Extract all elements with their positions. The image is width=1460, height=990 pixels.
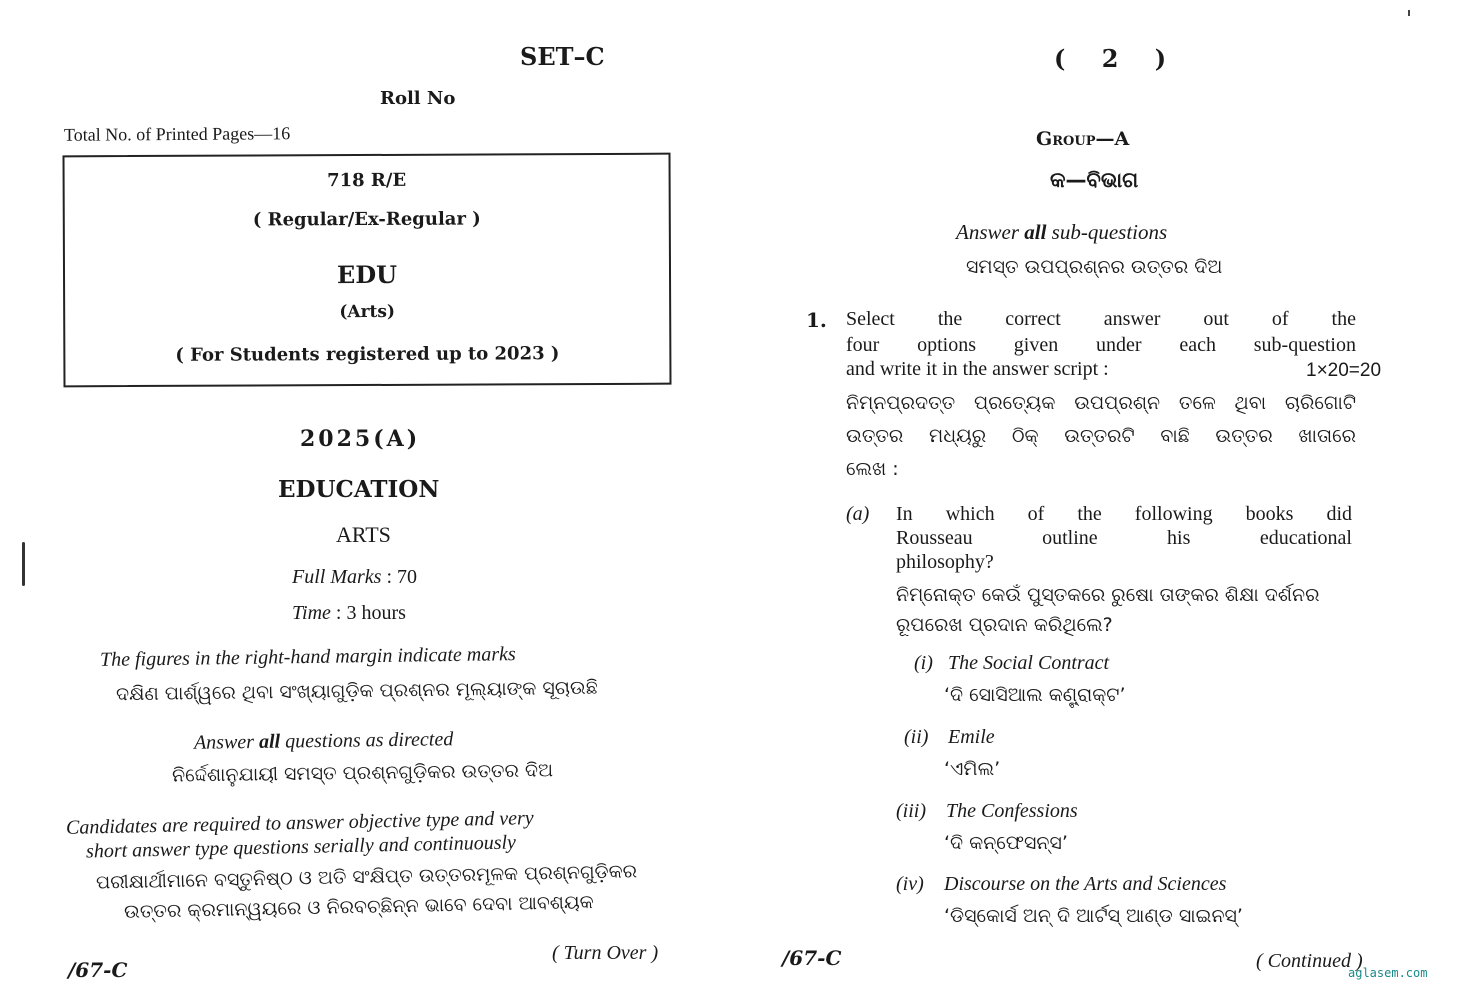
option-text-od: ‘ଏମିଲ’ <box>944 758 1001 780</box>
instruction-figures-od: ଦକ୍ଷିଣ ପାର୍ଶ୍ୱରେ ଥିବା ସଂଖ୍ୟାଗୁଡ଼ିକ ପ୍ରଶ୍ନର ମୂଲ୍ୟାଙ୍କ ସୂଚାଉଛି <box>115 676 598 706</box>
question-line-2: four options given under each sub-question <box>846 334 1356 356</box>
option-text-od: ‘ଦି ସୋସିଆଲ କଣ୍ଟ୍ରାକ୍ଟ’ <box>944 684 1126 706</box>
option-text: Emile <box>948 726 995 748</box>
option-number: (iv) <box>896 873 924 895</box>
exam-code: 718 R/E <box>327 169 407 192</box>
group-title-od: କ—ବିଭାଗ <box>1050 168 1139 192</box>
sub-question-od-line-2: ରୂପରେଖ ପ୍ରଦାନ କରିଥିଲେ? <box>896 614 1113 636</box>
question-marks: 1×20=20 <box>1306 360 1382 381</box>
option-text-od: ‘ଡିସ୍‌କୋର୍ସ ଅନ୍ ଦି ଆର୍ଟସ୍ ଆଣ୍ଡ ସାଇନସ୍’ <box>944 905 1243 927</box>
option-number: (iii) <box>896 800 926 822</box>
answer-all-sub-bold: all <box>1024 220 1047 244</box>
option-number: (i) <box>914 652 933 674</box>
answer-all-sub-post: sub-questions <box>1046 220 1168 244</box>
turn-over: ( Turn Over ) <box>552 942 659 964</box>
sub-question-od-line-1: ନିମ୍ନୋକ୍ତ କେଉଁ ପୁସ୍ତକରେ ରୁଷୋ ତାଙ୍କର ଶିକ୍ଷା ଦର୍ଶନର <box>896 584 1320 606</box>
exam-category: ( Regular/Ex-Regular ) <box>252 208 481 231</box>
subject-code: EDU <box>336 259 398 290</box>
answer-all-sub <box>956 220 1167 245</box>
total-pages: Total No. of Printed Pages—16 <box>63 123 291 145</box>
answer-all-post: questions as directed <box>279 728 454 753</box>
box-stream: (Arts) <box>339 301 396 323</box>
question-od-line-1: ନିମ୍ନପ୍ରଦତ୍ତ ପ୍ରତ୍ୟେକ ଉପପ୍ରଶ୍ନ ତଳେ ଥିବା ଚାରିଗୋଟି <box>846 392 1356 414</box>
instruction-candidates-od-2: ଉତ୍ତର କ୍ରମାନ୍ୱୟରେ ଓ ନିରବଚ୍ଛିନ୍ନ ଭାବେ ଦେବା ଆବଶ୍ୟକ <box>123 891 594 923</box>
answer-all-sub-pre: Answer <box>956 220 1025 244</box>
answer-all-sub-od: ସମସ୍ତ ଉପପ୍ରଶ୍ନର ଉତ୍ତର ଦିଅ <box>966 256 1223 278</box>
students-note: ( For Students registered up to 2023 ) <box>175 343 560 366</box>
time-label: Time <box>292 602 331 624</box>
option-text: The Confessions <box>946 800 1078 822</box>
full-marks <box>292 566 417 589</box>
question-line-3: and write it in the answer script : <box>846 358 1109 380</box>
sub-question-line-2: Rousseau outline his educational <box>896 527 1352 549</box>
page-number: ( 2 ) <box>1054 44 1181 73</box>
option-text-od: ‘ଦି କନ୍‌ଫେସନ୍ସ’ <box>944 832 1068 854</box>
instruction-candidates-en-1: Candidates are required to answer objective type and very <box>65 807 534 839</box>
sub-question-line-1: In which of the following books did <box>896 503 1352 525</box>
option-number: (ii) <box>904 726 929 748</box>
exam-year: 2025(A) <box>300 426 421 452</box>
time <box>292 602 406 625</box>
option-text: Discourse on the Arts and Sciences <box>944 873 1227 895</box>
full-marks-label: Full Marks <box>292 566 382 588</box>
question-number: 1. <box>806 308 827 332</box>
continued: ( Continued ) <box>1256 950 1363 972</box>
time-value: : 3 hours <box>335 602 406 624</box>
footer-code-right: /67-C <box>782 946 842 970</box>
scan-speck <box>1408 10 1410 16</box>
stream-title: ARTS <box>336 522 391 547</box>
group-title: Group—A <box>1036 128 1130 150</box>
subject-title: EDUCATION <box>278 476 440 503</box>
footer-code-left: /67-C <box>68 958 128 982</box>
instruction-answer-all-en <box>194 728 454 755</box>
sub-question-line-3: philosophy? <box>896 551 994 573</box>
watermark: aglasem.com <box>1348 966 1428 980</box>
instruction-candidates-en-2: short answer type questions serially and continuously <box>85 831 517 863</box>
instruction-candidates-od-1: ପରୀକ୍ଷାର୍ଥୀମାନେ ବସ୍ତୁନିଷ୍ଠ ଓ ଅତି ସଂକ୍ଷିପ୍ତ ଉତ୍ତରମୂଳକ ପ୍ରଶ୍ନଗୁଡ଼ିକର <box>95 860 638 894</box>
exam-info-box <box>62 153 671 388</box>
full-marks-value: : 70 <box>386 566 417 588</box>
answer-all-pre: Answer <box>193 730 260 754</box>
instruction-answer-all-od: ନିର୍ଦ୍ଦେଶାନୁଯାୟୀ ସମସ୍ତ ପ୍ରଶ୍ନଗୁଡ଼ିକର ଉତ୍ତର ଦିଅ <box>171 759 554 787</box>
scan-mark <box>22 542 25 586</box>
sub-question-label: (a) <box>846 503 870 525</box>
question-line-1: Select the correct answer out of the <box>846 308 1356 330</box>
answer-all-bold: all <box>258 730 281 753</box>
roll-no-label: Roll No <box>380 88 456 109</box>
question-od-line-3: ଲେଖ : <box>846 458 899 480</box>
instruction-figures-en: The figures in the right-hand margin indicate marks <box>99 643 516 671</box>
question-od-line-2: ଉତ୍ତର ମଧ୍ୟରୁ ଠିକ୍ ଉତ୍ତରଟି ବାଛି ଉତ୍ତର ଖାତାରେ <box>846 425 1356 447</box>
option-text: The Social Contract <box>948 652 1110 674</box>
set-label: SET–C <box>520 42 605 71</box>
